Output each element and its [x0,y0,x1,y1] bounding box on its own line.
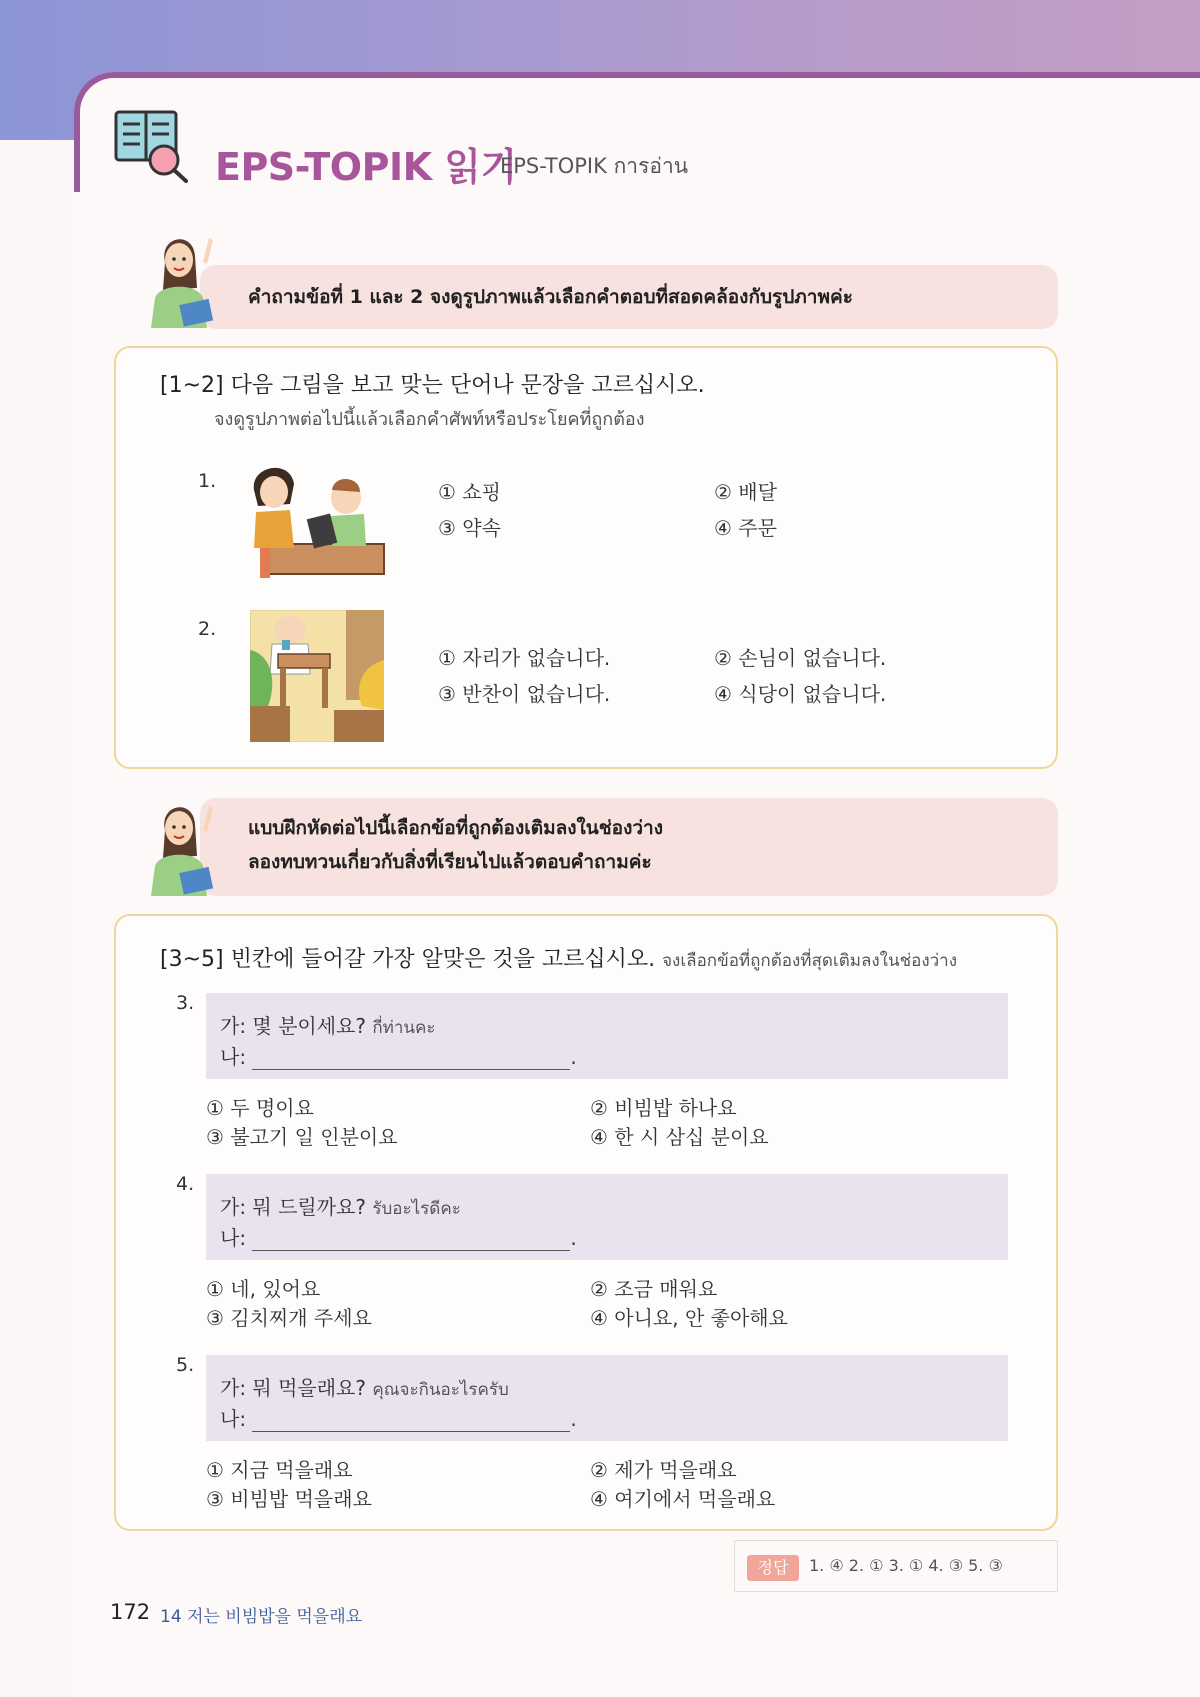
dialogue-ga-thai: กี่ท่านคะ [372,1018,436,1038]
dialogue-line-ga [220,1372,509,1403]
question-4-option-3[interactable]: ③ 김치찌개 주세요 [206,1306,372,1330]
question-number: 3. [176,992,195,1014]
question-1-option-4[interactable]: ④ 주문 [714,516,777,540]
answer-key-label: 정답 [747,1555,799,1581]
dialogue-ga-thai: รับอะไรดีคะ [372,1199,461,1219]
question-1-option-2[interactable]: ② 배달 [714,480,777,504]
dialogue-na-label: 나: [220,1407,247,1431]
dialogue-box [206,1355,1008,1441]
question-5-option-2[interactable]: ② 제가 먹을래요 [590,1458,737,1482]
section-subheading: จงดูรูปภาพต่อไปนี้แล้วเลือกคำศัพท์หรือประโยคที่ถูกต้อง [214,409,645,430]
section-heading-korean: [3~5] 빈칸에 들어갈 가장 알맞은 것을 고르십시오. [160,947,656,972]
dialogue-ga-thai: คุณจะกินอะไรครับ [372,1380,509,1400]
question-number: 5. [176,1354,195,1376]
dialogue-line-na: 나: . [220,1045,577,1069]
section-heading-thai: จงเลือกข้อที่ถูกต้องที่สุดเติมลงในช่องว่าง [662,951,958,971]
question-1-option-3[interactable]: ③ 약속 [438,516,501,540]
teacher-illustration [145,796,235,896]
question-1-option-1[interactable]: ① 쇼핑 [438,480,501,504]
answer-blank[interactable] [252,1414,570,1432]
dialogue-na-label: 나: [220,1045,247,1069]
question-5-option-4[interactable]: ④ 여기에서 먹을래요 [590,1487,776,1511]
page-subtitle: EPS-TOPIK การอ่าน [500,154,689,178]
dialogue-line-na: 나: . [220,1407,577,1431]
question-2-option-1[interactable]: ① 자리가 없습니다. [438,646,611,670]
dialogue-line-ga [220,1010,436,1041]
dialogue-ga-korean: 가: 뭐 먹을래요? [220,1376,366,1400]
full-restaurant-illustration [250,610,384,742]
dialogue-box [206,993,1008,1079]
question-4-option-4[interactable]: ④ 아니요, 안 좋아해요 [590,1306,788,1330]
question-4-option-1[interactable]: ① 네, 있어요 [206,1277,321,1301]
book-magnifier-icon [114,108,190,184]
dialogue-ga-korean: 가: 몇 분이세요? [220,1014,366,1038]
instruction-line-2: ลองทบทวนเกี่ยวกับสิ่งที่เรียนไปแล้วตอบคำถามค่ะ [248,851,652,873]
dialogue-line-na: 나: . [220,1226,577,1250]
instruction-line-1: แบบฝึกหัดต่อไปนี้เลือกข้อที่ถูกต้องเติมลงในช่องว่าง [248,817,663,839]
question-3-option-2[interactable]: ② 비빔밥 하나요 [590,1096,737,1120]
page-title: EPS-TOPIK 읽기 [215,145,517,189]
question-5-option-1[interactable]: ① 지금 먹을래요 [206,1458,353,1482]
question-2-option-4[interactable]: ④ 식당이 없습니다. [714,682,887,706]
question-2-option-3[interactable]: ③ 반찬이 없습니다. [438,682,611,706]
question-4-option-2[interactable]: ② 조금 매워요 [590,1277,718,1301]
question-number: 4. [176,1173,195,1195]
question-number: 2. [198,618,217,640]
question-number: 1. [198,470,217,492]
answer-key [734,1540,1058,1592]
answer-key-text: 1. ④ 2. ① 3. ① 4. ③ 5. ③ [809,1556,1003,1575]
question-3-option-1[interactable]: ① 두 명이요 [206,1096,314,1120]
question-3-option-4[interactable]: ④ 한 시 삼십 분이요 [590,1125,769,1149]
dialogue-na-label: 나: [220,1226,247,1250]
instruction-text: คำถามข้อที่ 1 และ 2 จงดูรูปภาพแล้วเลือกคำตอบที่สอดคล้องกับรูปภาพค่ะ [248,286,853,308]
section-heading: [1~2] 다음 그림을 보고 맞는 단어나 문장을 고르십시오. [160,373,705,398]
answer-blank[interactable] [252,1233,570,1251]
question-3-option-3[interactable]: ③ 불고기 일 인분이요 [206,1125,398,1149]
chapter-title: 14 저는 비빔밥을 먹을래요 [160,1607,363,1627]
restaurant-ordering-illustration [250,454,388,580]
section-heading [160,942,957,974]
question-2-option-2[interactable]: ② 손님이 없습니다. [714,646,887,670]
dialogue-box [206,1174,1008,1260]
answer-blank[interactable] [252,1052,570,1070]
instruction-bubble-2 [200,798,1058,896]
dialogue-ga-korean: 가: 뭐 드릴까요? [220,1195,366,1219]
instruction-bubble-1 [200,265,1058,329]
dialogue-line-ga [220,1191,461,1222]
teacher-illustration [145,228,235,328]
page-number: 172 [110,1600,151,1624]
question-5-option-3[interactable]: ③ 비빔밥 먹을래요 [206,1487,372,1511]
